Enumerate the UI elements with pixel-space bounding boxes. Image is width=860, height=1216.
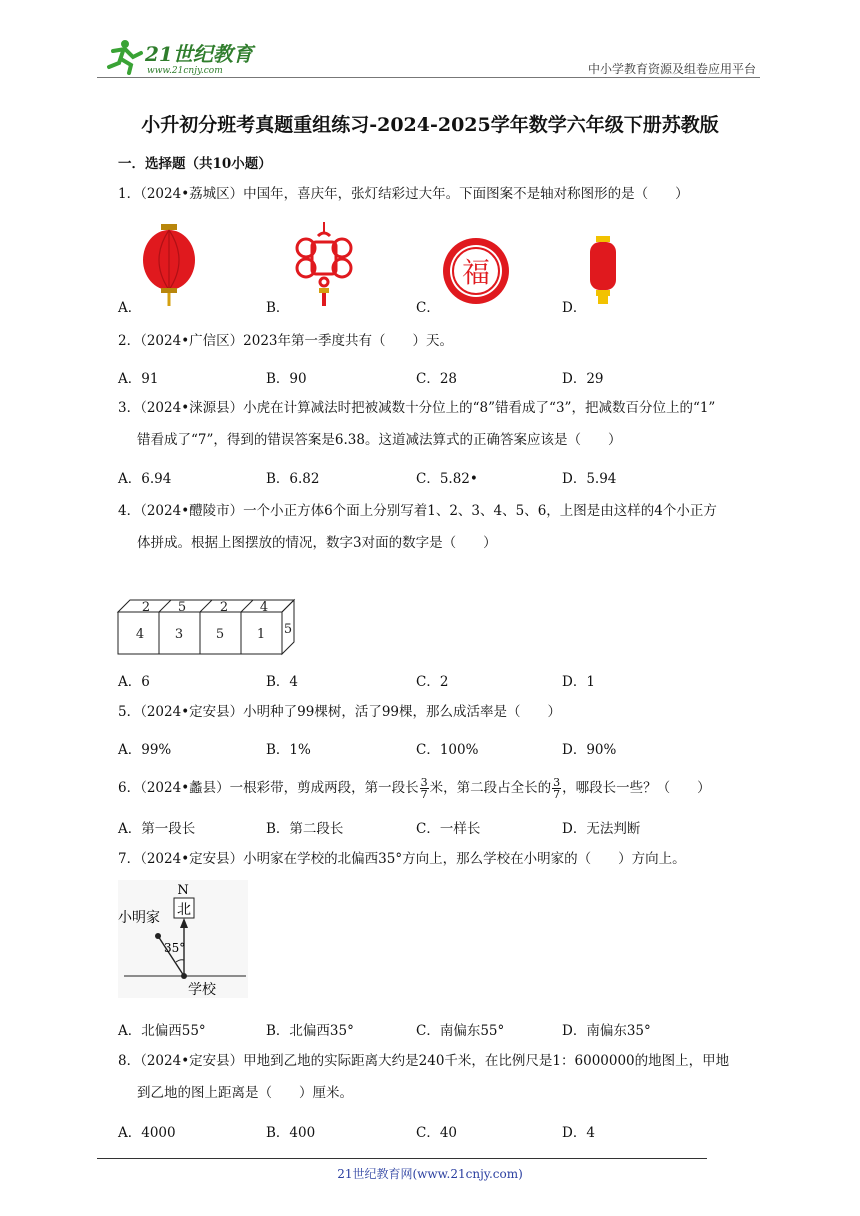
question-4: 4．（2024•醴陵市）一个小正方体6个面上分别写着1、2、3、4、5、6，上图是由这样的4个小正方: [118, 503, 717, 519]
q6-text-a: 6．（2024•蠡县）一根彩带，剪成两段，第一段长: [118, 780, 419, 796]
logo-url: www.21cnjy.com: [147, 66, 223, 76]
q5-option-d[interactable]: D．90%: [562, 742, 617, 758]
question-1: 1．（2024•荔城区）中国年，喜庆年，张灯结彩过大年。下面图案不是轴对称图形的是（ ）: [118, 186, 689, 202]
footer-link[interactable]: 21世纪教育网(www.21cnjy.com): [337, 1167, 523, 1181]
direction-figure: [116, 880, 251, 1004]
question-3-line2: 错看成了“7”，得到的错误答案是6.38。这道减法算式的正确答案应该是（ ）: [137, 432, 622, 448]
runner-icon: [109, 40, 141, 73]
q5-option-c[interactable]: C．100%: [416, 742, 479, 758]
q7-option-c[interactable]: C．南偏东55°: [416, 1023, 505, 1039]
question-4-line2: 体拼成。根据上图摆放的情况，数字3对面的数字是（ ）: [137, 535, 497, 551]
north-label: N: [177, 883, 189, 898]
q1-option-d[interactable]: D．: [562, 300, 587, 316]
q8-option-a[interactable]: A．4000: [118, 1125, 176, 1141]
question-7: 7．（2024•定安县）小明家在学校的北偏西35°方向上，那么学校在小明家的（ ）方向上。: [118, 851, 686, 867]
q6-text-c: ，哪段长一些？（ ）: [562, 780, 711, 796]
question-8: 8．（2024•定安县）甲地到乙地的实际距离大约是240千米，在比例尺是1：6000000的地图上，甲地: [118, 1053, 730, 1069]
angle-label: 35°: [164, 941, 186, 955]
q8-option-c[interactable]: C．40: [416, 1125, 458, 1141]
cube-front-1: 4: [135, 627, 145, 642]
q2-option-d[interactable]: D．29: [562, 371, 604, 387]
q6-option-b[interactable]: B．第二段长: [266, 821, 344, 837]
q2-option-b[interactable]: B．90: [266, 371, 307, 387]
cube-front-3: 5: [215, 627, 225, 642]
site-logo: [95, 37, 265, 77]
question-3: 3．（2024•涞源县）小虎在计算减法时把被减数十分位上的“8”错看成了“3”，把减数百分位上的“1”: [118, 400, 716, 416]
q3-option-a[interactable]: A．6.94: [118, 471, 172, 487]
page-title: 小升初分班考真题重组练习-2024-2025学年数学六年级下册苏教版: [141, 114, 719, 136]
q4-option-b[interactable]: B．4: [266, 674, 299, 690]
home-label: 小明家: [118, 910, 160, 926]
cube-top-2: 5: [177, 600, 187, 615]
lantern-round-image: [139, 224, 199, 310]
cube-side: 5: [283, 622, 293, 637]
q6-text-b: 米，第二段占全长的: [429, 780, 552, 796]
q3-option-c[interactable]: C．5.82•: [416, 471, 478, 487]
cube-figure: [116, 598, 298, 660]
logo-text: 21世纪教育: [145, 42, 253, 66]
fraction-3-7-a: $\frac{3}{7}$: [420, 776, 428, 801]
q4-option-c[interactable]: C．2: [416, 674, 449, 690]
q8-option-d[interactable]: D．4: [562, 1125, 595, 1141]
question-2: 2．（2024•广信区）2023年第一季度共有（ ）天。: [118, 333, 454, 349]
q1-option-c[interactable]: C．: [416, 300, 440, 316]
q7-option-d[interactable]: D．南偏东35°: [562, 1023, 651, 1039]
header-platform-text: 中小学教育资源及组卷应用平台: [587, 62, 756, 76]
q6-option-a[interactable]: A．第一段长: [118, 821, 196, 837]
cube-top-1: 2: [141, 600, 151, 615]
cube-front-4: 1: [256, 627, 266, 642]
bei-label: 北: [177, 902, 191, 918]
q3-option-b[interactable]: B．6.82: [266, 471, 320, 487]
fraction-3-7-b: $\frac{3}{7}$: [553, 776, 561, 801]
q5-option-b[interactable]: B．1%: [266, 742, 311, 758]
cube-front-2: 3: [174, 627, 184, 642]
cube-top-3: 2: [219, 600, 229, 615]
q5-option-a[interactable]: A．99%: [118, 742, 172, 758]
q7-option-b[interactable]: B．北偏西35°: [266, 1023, 354, 1039]
q8-option-b[interactable]: B．400: [266, 1125, 316, 1141]
section-heading: 一．选择题（共10小题）: [118, 156, 272, 172]
fu-character-image: [441, 236, 511, 310]
q6-option-c[interactable]: C．一样长: [416, 821, 481, 837]
cube-top-4: 4: [259, 600, 269, 615]
q4-option-d[interactable]: D．1: [562, 674, 595, 690]
question-6: [118, 773, 711, 803]
fu-character: 福: [461, 256, 491, 289]
q2-option-a[interactable]: A．91: [118, 371, 159, 387]
school-label: 学校: [188, 982, 216, 998]
q1-option-a[interactable]: A．: [118, 300, 142, 316]
header-divider: [97, 77, 760, 78]
chinese-knot-image: [288, 222, 360, 310]
q3-option-d[interactable]: D．5.94: [562, 471, 617, 487]
q6-option-d[interactable]: D．无法判断: [562, 821, 641, 837]
question-5: 5．（2024•定安县）小明种了99棵树，活了99棵，那么成活率是（ ）: [118, 704, 562, 720]
lantern-tall-image: [588, 236, 618, 308]
q4-option-a[interactable]: A．6: [118, 674, 150, 690]
q2-option-c[interactable]: C．28: [416, 371, 458, 387]
q1-option-b[interactable]: B．: [266, 300, 290, 316]
footer-divider: [97, 1158, 707, 1159]
q7-option-a[interactable]: A．北偏西55°: [118, 1023, 206, 1039]
question-8-line2: 到乙地的图上距离是（ ）厘米。: [137, 1085, 353, 1101]
